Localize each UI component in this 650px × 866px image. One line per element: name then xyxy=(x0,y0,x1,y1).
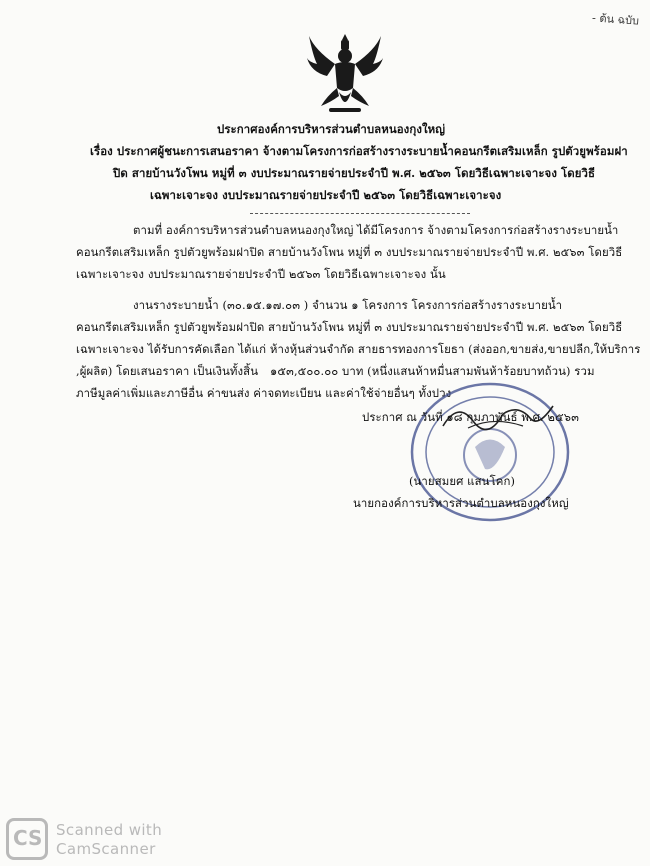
body-para2-line4a: ,ผู้ผลิต) โดยเสนอราคา เป็นเงินทั้งสิ้น xyxy=(76,364,259,378)
handwritten-corner-note: - ต้น ฉบับ xyxy=(591,11,640,28)
body-para1-line2: คอนกรีตเสริมเหล็ก รูปตัวยูพร้อมฝาปิด สายบ้านวังโพน หมู่ที่ ๓ งบประมาณรายจ่ายประจำปี พ.ศ. ๒๕๖๓ โดยวิธี xyxy=(76,245,623,259)
signatory-name: (นายสมยศ แสนโคก) xyxy=(409,474,516,488)
announcement-date: ประกาศ ณ วันที่ ๑๘ กุมภาพันธ์ พ.ศ. ๒๕๖๓ xyxy=(362,410,579,424)
body-para1-line1: ตามที่ องค์การบริหารส่วนตำบลหนองกุงใหญ่ ได้มีโครงการ จ้างตามโครงการก่อสร้างรางระบายน้ำ xyxy=(133,223,619,237)
watermark-line-1: Scanned with xyxy=(56,821,163,839)
header-org-title: ประกาศองค์การบริหารส่วนตำบลหนองกุงใหญ่ xyxy=(217,122,446,136)
camscanner-logo-icon: CS xyxy=(6,818,48,860)
garuda-emblem-icon xyxy=(305,30,385,115)
body-para2-line5: ภาษีมูลค่าเพิ่มและภาษีอื่น ค่าขนส่ง ค่าจดทะเบียน และค่าใช้จ่ายอื่นๆ ทั้งปวง xyxy=(76,386,452,400)
header-divider xyxy=(250,213,470,214)
body-para2-line1: งานรางระบายน้ำ (๓๐.๑๕.๑๗.๐๓ ) จำนวน ๑ โครงการ โครงการก่อสร้างรางระบายน้ำ xyxy=(133,298,563,312)
subject-line-2: ปิด สายบ้านวังโพน หมู่ที่ ๓ งบประมาณรายจ่ายประจำปี พ.ศ. ๒๕๖๓ โดยวิธีเฉพาะเจาะจง โดยวิธี xyxy=(113,166,596,180)
body-para2-line4b: ๑๕๓,๕๐๐.๐๐ บาท (หนึ่งแสนห้าหมื่นสามพันห้าร้อยบาทถ้วน) รวม xyxy=(270,364,595,378)
subject-line-3: เฉพาะเจาะจง งบประมาณรายจ่ายประจำปี ๒๕๖๓ โดยวิธีเฉพาะเจาะจง xyxy=(150,188,502,202)
watermark-line-2: CamScanner xyxy=(56,840,156,858)
signatory-position: นายกองค์การบริหารส่วนตำบลหนองกุงใหญ่ xyxy=(353,496,569,510)
body-para2-line2: คอนกรีตเสริมเหล็ก รูปตัวยูพร้อมฝาปิด สายบ้านวังโพน หมู่ที่ ๓ งบประมาณรายจ่ายประจำปี พ.ศ. ๒๕๖๓ โดยวิธี xyxy=(76,320,623,334)
body-para2-line3: เฉพาะเจาะจง ได้รับการคัดเลือก ได้แก่ ห้างหุ้นส่วนจำกัด สายธารทองการโยธา (ส่งออก,ขายส่ง,ขายปลีก,ให้บริการ xyxy=(76,342,641,356)
body-para1-line3: เฉพาะเจาะจง งบประมาณรายจ่ายประจำปี ๒๕๖๓ โดยวิธีเฉพาะเจาะจง นั้น xyxy=(76,267,446,281)
subject-line-1: เรื่อง ประกาศผู้ชนะการเสนอราคา จ้างตามโครงการก่อสร้างรางระบายน้ำคอนกรีตเสริมเหล็ก รูปตัวยูพร้อมฝา xyxy=(90,144,628,158)
